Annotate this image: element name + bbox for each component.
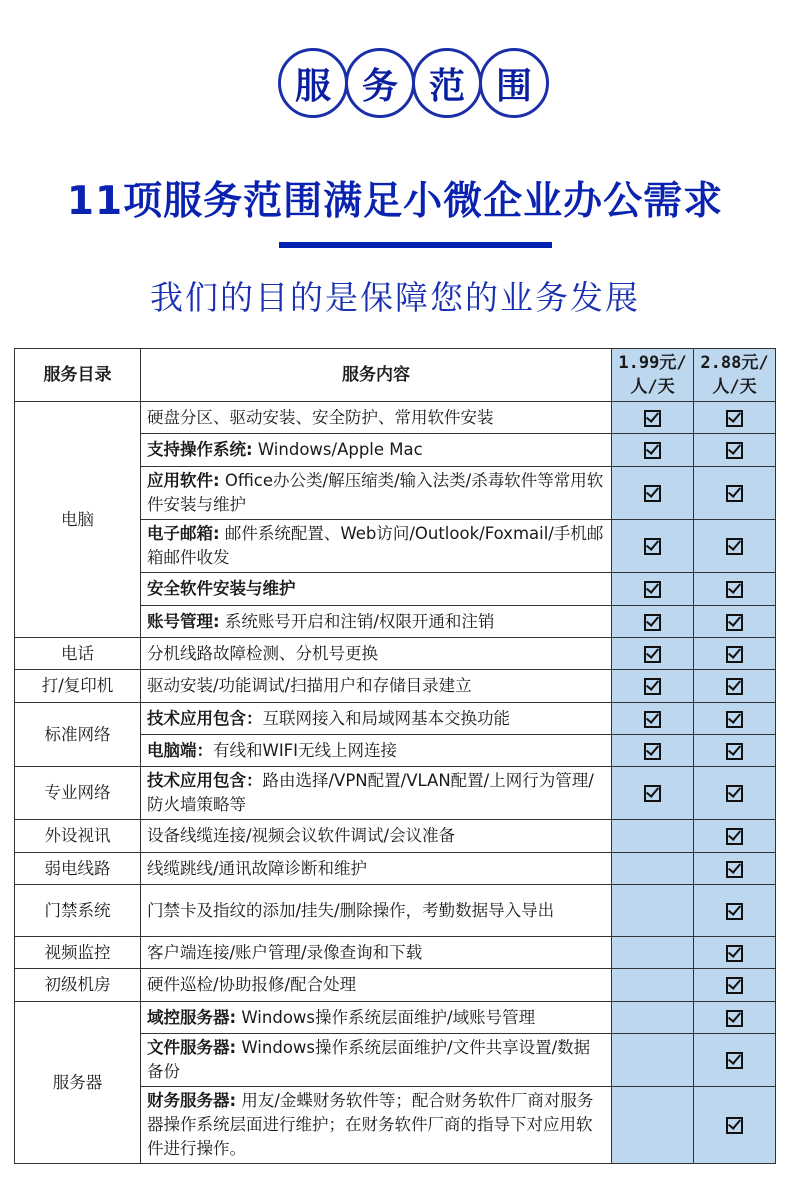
content-text: 线缆跳线/通讯故障诊断和维护 [147,858,368,878]
plan2-check-cell [694,885,776,937]
category-cell: 标准网络 [15,703,141,767]
plan2-check-cell [694,573,776,606]
checked-box-icon [644,442,661,459]
plan2-check-cell [694,606,776,638]
content-label: 安全软件安装与维护 [147,579,296,598]
table-row [15,1002,776,1034]
content-label: 支持操作系统: [147,440,253,459]
plan1-check-cell [612,703,694,735]
content-cell [141,1002,612,1034]
content-text: 有线和WIFI无线上网连接 [213,740,398,760]
checked-box-icon [644,785,661,802]
badge-circle: 务 [345,48,415,118]
content-cell [141,820,612,853]
header-plan2-price: 2.88元/人/天 [694,349,776,402]
category-cell: 服务器 [15,1002,141,1164]
table-row [15,820,776,853]
content-label: 域控服务器: [147,1007,237,1027]
content-cell [141,606,612,638]
content-text: 硬件巡检/协助报修/配合处理 [147,975,357,994]
checked-box-icon [726,743,743,760]
checked-box-icon [644,711,661,728]
checked-box-icon [726,785,743,802]
plan2-check-cell [694,520,776,573]
category-cell: 打/复印机 [15,670,141,703]
content-text: 分机线路故障检测、分机号更换 [147,643,378,663]
checked-box-icon [726,945,743,962]
service-scope-badge [278,48,558,126]
table-header-row [15,349,776,402]
plan1-check-cell [612,820,694,853]
content-text: 硬盘分区、驱动安装、安全防护、常用软件安装 [147,407,494,427]
table-row [15,937,776,969]
content-text: 门禁卡及指纹的添加/挂失/删除操作，考勤数据导入导出 [147,900,555,920]
content-cell [141,467,612,520]
content-cell [141,969,612,1002]
content-text: 客户端连接/账户管理/录像查询和下载 [147,942,423,962]
plan2-check-cell [694,820,776,853]
plan2-check-cell [694,937,776,969]
table-row [15,703,776,735]
plan2-check-cell [694,735,776,767]
content-cell [141,434,612,467]
content-text: 路由选择/VPN配置/VLAN配置/上网行为管理/防火墙策略等 [147,771,594,814]
content-cell [141,767,612,820]
plan2-check-cell [694,1087,776,1164]
checked-box-icon [644,538,661,555]
page-subtitle: 我们的目的是保障您的业务发展 [150,278,640,317]
plan1-check-cell [612,735,694,767]
category-cell: 初级机房 [15,969,141,1002]
content-cell [141,853,612,885]
plan1-check-cell [612,1002,694,1034]
content-text: 互联网接入和局域网基本交换功能 [262,708,510,728]
content-label: 财务服务器: [147,1091,237,1110]
checked-box-icon [644,410,661,427]
plan1-check-cell [612,606,694,638]
plan1-check-cell [612,638,694,670]
plan1-check-cell [612,1087,694,1164]
content-cell [141,703,612,735]
plan2-check-cell [694,467,776,520]
table-row [15,853,776,885]
plan2-check-cell [694,969,776,1002]
category-cell: 电话 [15,638,141,670]
checked-box-icon [644,646,661,663]
plan2-check-cell [694,670,776,703]
content-text: 驱动安装/功能调试/扫描用户和存储目录建立 [147,676,472,695]
checked-box-icon [726,1010,743,1027]
content-text: Windows操作系统层面维护/文件共享设置/数据备份 [147,1038,591,1081]
content-cell [141,735,612,767]
content-label: 电子邮箱: [147,524,220,543]
checked-box-icon [726,538,743,555]
content-text: Windows/Apple Mac [252,440,423,459]
category-cell: 视频监控 [15,937,141,969]
plan1-check-cell [612,467,694,520]
checked-box-icon [726,903,743,920]
category-cell: 弱电线路 [15,853,141,885]
table-row [15,638,776,670]
content-label: 电脑端： [147,740,213,760]
badge-circle: 围 [479,48,549,118]
content-cell [141,1034,612,1087]
plan2-check-cell [694,1002,776,1034]
content-text: 系统账号开启和注销/权限开通和注销 [219,611,495,631]
content-label: 技术应用包含： [147,771,263,790]
content-cell [141,937,612,969]
checked-box-icon [726,1117,743,1134]
title-underline [279,242,552,248]
plan1-check-cell [612,885,694,937]
header-content: 服务内容 [141,349,612,402]
checked-box-icon [644,614,661,631]
plan1-check-cell [612,937,694,969]
plan2-check-cell [694,767,776,820]
table-row [15,885,776,937]
plan2-check-cell [694,1034,776,1087]
content-label: 应用软件: [147,471,220,490]
checked-box-icon [726,614,743,631]
header-category: 服务目录 [15,349,141,402]
header-plan1-price: 1.99元/人/天 [612,349,694,402]
plan2-check-cell [694,638,776,670]
plan1-check-cell [612,573,694,606]
category-cell: 电脑 [15,402,141,638]
plan1-check-cell [612,1034,694,1087]
plan2-check-cell [694,402,776,434]
plan1-check-cell [612,434,694,467]
plan1-check-cell [612,969,694,1002]
plan2-check-cell [694,853,776,885]
content-text: Office办公类/解压缩类/输入法类/杀毒软件等常用软件安装与维护 [147,471,604,514]
checked-box-icon [726,485,743,502]
content-label: 文件服务器: [147,1038,237,1057]
checked-box-icon [726,646,743,663]
table-row [15,969,776,1002]
content-label: 技术应用包含： [147,708,263,728]
checked-box-icon [644,581,661,598]
service-table [14,348,776,1164]
checked-box-icon [726,861,743,878]
plan1-check-cell [612,767,694,820]
content-cell [141,638,612,670]
checked-box-icon [726,410,743,427]
checked-box-icon [726,1052,743,1069]
badge-circle: 服 [278,48,348,118]
plan1-check-cell [612,853,694,885]
category-cell: 专业网络 [15,767,141,820]
checked-box-icon [644,485,661,502]
checked-box-icon [644,678,661,695]
table-row [15,402,776,434]
table-row [15,670,776,703]
content-cell [141,520,612,573]
plan1-check-cell [612,520,694,573]
checked-box-icon [726,711,743,728]
checked-box-icon [726,442,743,459]
checked-box-icon [726,678,743,695]
plan1-check-cell [612,402,694,434]
content-text: 设备线缆连接/视频会议软件调试/会议准备 [147,826,456,845]
content-cell [141,402,612,434]
page-title: 11项服务范围满足小微企业办公需求 [66,179,724,224]
checked-box-icon [726,977,743,994]
plan2-check-cell [694,703,776,735]
badge-circle: 范 [412,48,482,118]
content-cell [141,1087,612,1164]
content-label: 账号管理: [147,611,220,631]
content-text: Windows操作系统层面维护/域账号管理 [236,1007,536,1027]
table-row [15,767,776,820]
content-cell [141,670,612,703]
content-cell [141,885,612,937]
checked-box-icon [726,581,743,598]
plan2-check-cell [694,434,776,467]
category-cell: 外设视讯 [15,820,141,853]
content-cell [141,573,612,606]
category-cell: 门禁系统 [15,885,141,937]
checked-box-icon [726,828,743,845]
plan1-check-cell [612,670,694,703]
content-text: 用友/金蝶财务软件等；配合财务软件厂商对服务器操作系统层面进行维护；在财务软件厂商的指导下对应用软件进行操作。 [147,1091,594,1158]
content-text: 邮件系统配置、Web访问/Outlook/Foxmail/手机邮箱邮件收发 [147,524,604,567]
checked-box-icon [644,743,661,760]
